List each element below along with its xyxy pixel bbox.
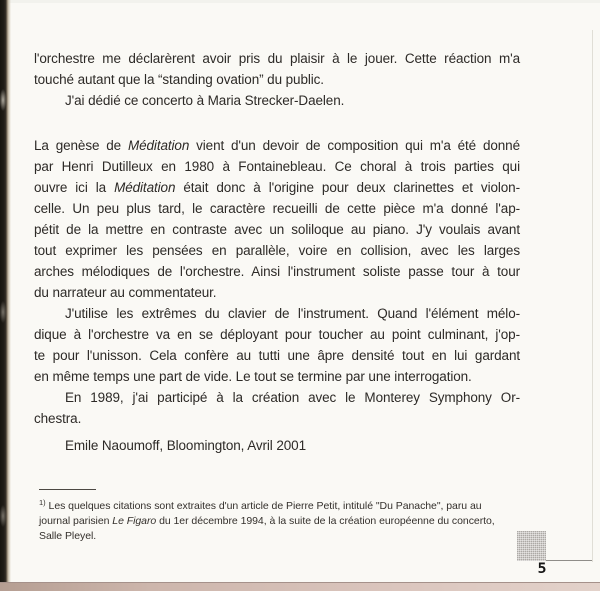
footnote [39,489,514,544]
footnote-line: $^{1)}$ Les quelques citations sont extraites d'un article de Pierre Petit, intitulé "Du Panache", paru au [39,498,482,512]
paragraph-premiere [34,387,520,429]
text-line: en même temps une part de vide. Le tout se termine par une interrogation. [34,369,472,384]
text-line: J'ai dédié ce concerto à Maria Strecker-Daelen. [65,93,345,108]
signature-line: Emile Naoumoff, Bloomington, Avril 2001 [65,438,306,453]
binding-edge [0,0,11,591]
scan-top-edge [0,0,600,3]
page-edge-line [592,30,593,562]
text-line: J'utilise les extrêmes du clavier de l'instrument. Quand l'élément mélo- [65,306,520,321]
text-line: par Henri Dutilleux en 1980 à Fontainebleau. Ce choral à trois parties qui [34,159,520,174]
text-line: te pour l'unisson. Cela confère au tutti une âpre densité tout en lui gardant [34,348,520,363]
text-line: du narrateur au commentateur. [34,285,217,300]
text-line: chestra. [34,411,82,426]
text-line: pétit de la mettre en contraste avec un soliloque au piano. J'y voulais avant [34,222,520,237]
paragraph-genesis [34,135,520,303]
text-line: dique à l'orchestre va en se déployant pour toucher au point culminant, j'op- [34,327,520,342]
text-line: ouvre ici la Méditation était donc à l'origine pour deux clarinettes et violon- [34,180,520,195]
scan-bottom-edge [0,582,600,591]
footnote-line: Salle Pleyel. [39,530,97,542]
text-line: En 1989, j'ai participé à la création avec le Monterey Symphony Or- [65,390,520,405]
text-line: touché autant que la “standing ovation” du public. [34,72,324,87]
liner-notes-text [34,48,520,456]
paragraph-keyboard [34,303,520,387]
text-line: l'orchestre me déclarèrent avoir pris du plaisir à le jouer. Cette réaction m'a [34,51,520,66]
paragraph-intro [34,48,520,111]
footnote-rule [39,489,96,490]
footnote-line: journal parisien Le Figaro du 1er décembre 1994, à la suite de la création européenne du concerto, [39,515,495,527]
author-signature [34,435,520,456]
text-line: tout exprimer les pensées en parallèle, voire en collision, avec les larges [34,243,520,258]
text-line: arches mélodiques de l'orchestre. Ainsi l'instrument soliste passe tour à tour [34,264,520,279]
page-number: 5 [537,559,547,577]
text-line: La genèse de Méditation vient d'un devoir de composition qui m'a été donné [34,138,521,153]
text-line: celle. Un peu plus tard, le caractère recueilli de cette pièce m'a donné l'ap- [34,201,520,216]
halftone-square [517,531,546,561]
